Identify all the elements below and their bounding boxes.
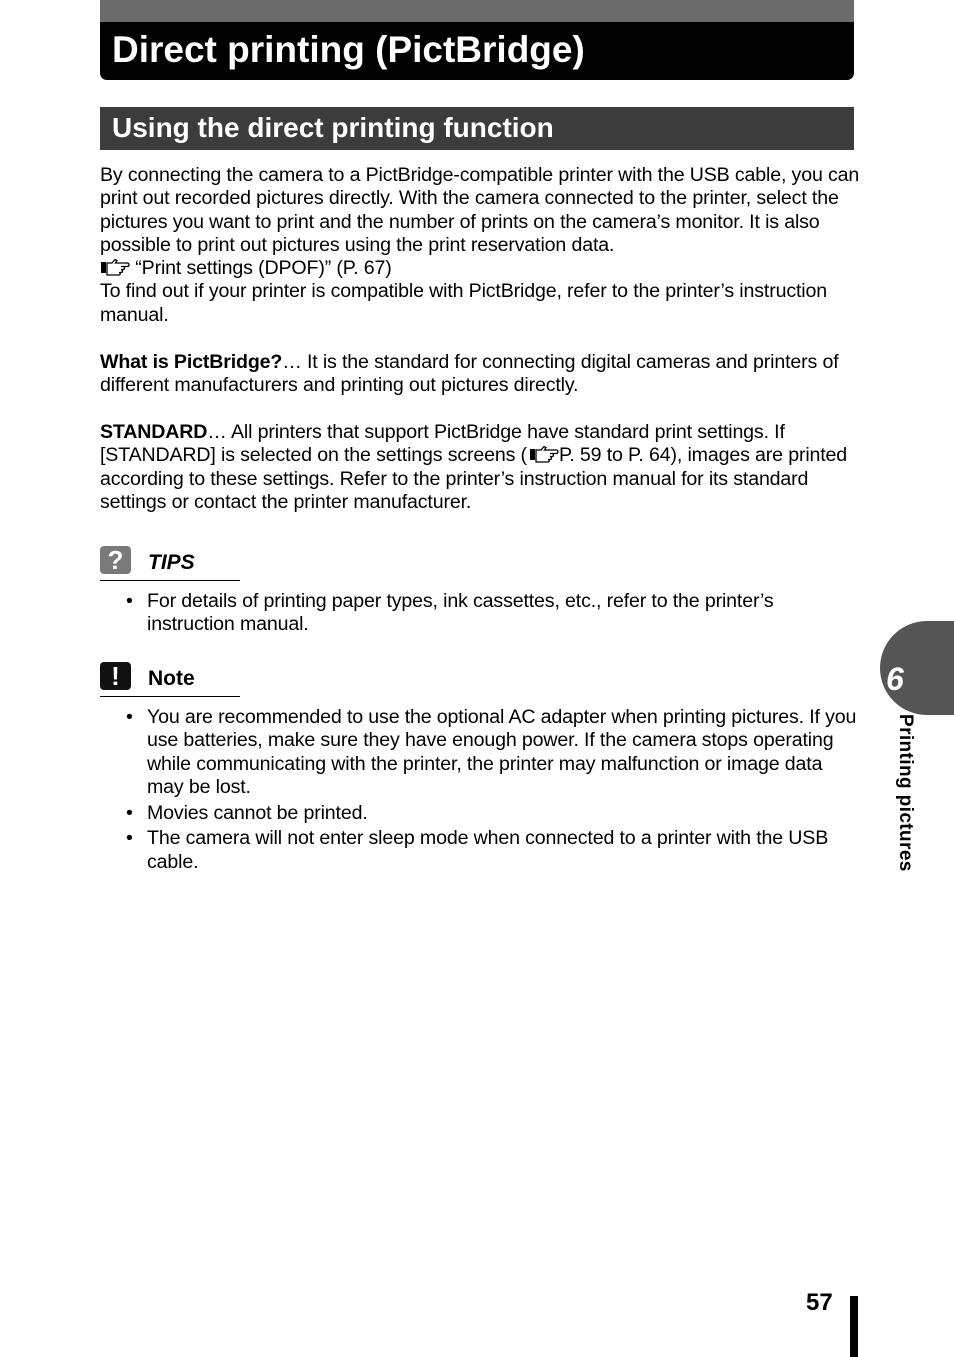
note-heading [100,662,240,697]
chapter-tab[interactable] [880,621,954,715]
what-is-block [100,351,860,398]
bullet-icon: • [126,590,133,612]
bullet-icon: • [126,827,133,850]
list-item [100,706,860,799]
standard-text-before: … All printers that support PictBridge have standard print settings. If [STANDARD] is selected on the settings screens ( [100,421,785,467]
bullet-icon: • [126,801,133,824]
tips-heading [100,546,240,581]
note-item-text: Movies cannot be printed. [147,801,368,824]
what-is-paragraph [100,351,860,398]
intro-reference-line [100,257,860,280]
section-heading-bar [100,107,854,150]
what-is-text: … It is the standard for connecting digital cameras and printers of different manufacturers and printing out pictures directly. [100,351,839,397]
chapter-side-label [888,714,918,900]
what-is-term: What is PictBridge? [100,351,283,373]
chapter-label-text: Printing pictures [895,714,916,872]
standard-paragraph [100,421,860,514]
tips-list [100,590,860,639]
standard-text-after: P. 59 to P. 64), images are printed according to these settings. Refer to the printer’s instruction manual for its standard settings or contact the printer manufacturer. [100,444,848,513]
intro-block [100,164,860,327]
list-item [100,590,860,637]
page-number: 57 [806,1289,833,1316]
compatibility-paragraph: To find out if your printer is compatible with PictBridge, refer to the printer’s instruction manual. [100,280,827,326]
note-label: Note [148,667,195,690]
note-item-text: You are recommended to use the optional AC adapter when printing pictures. If you use batteries, make sure they have enough power. If the camera stops operating while communicating with the printer, the printer may malfunction or image data may be lost. [147,706,857,798]
note-list [100,706,860,877]
note-item-text: The camera will not enter sleep mode when connected to a printer with the USB cable. [147,827,829,873]
page-title-bar [100,0,854,80]
question-mark-icon: ? [100,546,131,574]
section-heading: Using the direct printing function [112,112,554,143]
tips-label: TIPS [148,551,195,574]
bullet-icon: • [126,706,133,728]
intro-reference-text[interactable]: “Print settings (DPOF)” (P. 67) [130,257,392,280]
standard-term: STANDARD [100,421,208,443]
standard-block [100,421,860,514]
page-number-bar [850,1296,858,1357]
title-top-strip [100,0,854,22]
tips-item-text: For details of printing paper types, ink cassettes, etc., refer to the printer’s instruction manual. [147,590,774,636]
intro-paragraph: By connecting the camera to a PictBridge-compatible printer with the USB cable, you can print out recorded pictures directly. With the camera connected to the printer, select the pictures you want to print and the number of prints on the camera’s monitor. It is also possible to print out pictures using the print reservation data. [100,164,860,256]
chapter-number: 6 [886,661,904,697]
pointing-hand-reference-icon [529,445,559,463]
pointing-hand-reference-icon [100,258,130,276]
list-item [100,827,860,874]
page-title: Direct printing (PictBridge) [112,29,585,70]
list-item [100,802,860,825]
exclamation-icon: ! [100,662,131,690]
